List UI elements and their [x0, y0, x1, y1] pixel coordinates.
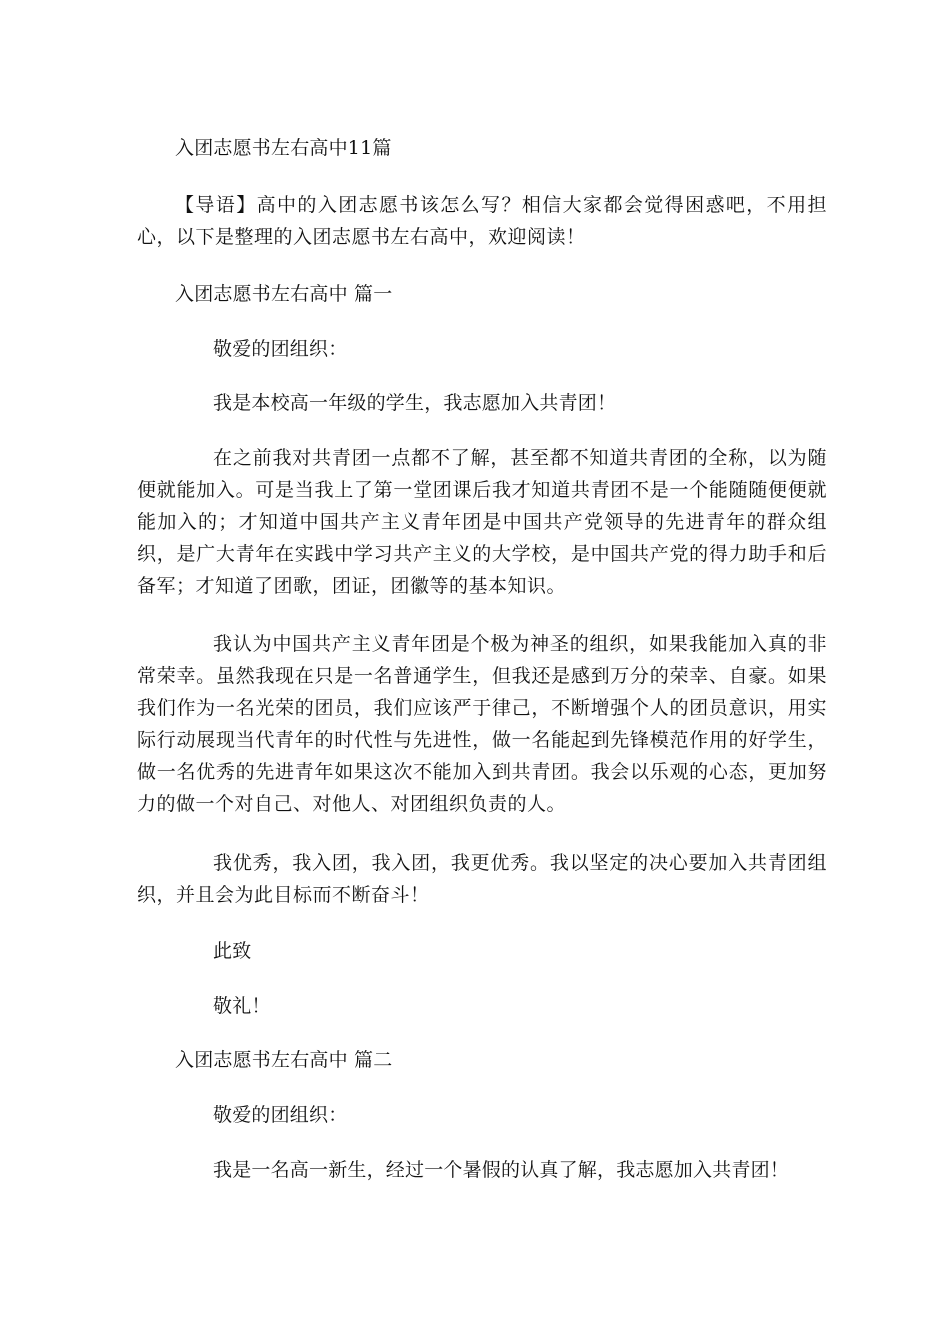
body-paragraph: 我是本校高一年级的学生，我志愿加入共青团！ [213, 392, 617, 414]
section-heading-1: 入团志愿书左右高中 篇一 [175, 283, 393, 305]
intro-paragraph: 【导语】高中的入团志愿书该怎么写？相信大家都会觉得困惑吧，不用担心，以下是整理的入团志愿书左右高中，欢迎阅读！ [137, 194, 827, 248]
body-paragraph: 我是一名高一新生，经过一个暑假的认真了解，我志愿加入共青团！ [213, 1159, 790, 1181]
salutation-2: 敬爱的团组织： [213, 1104, 348, 1126]
salutation-1: 敬爱的团组织： [213, 338, 348, 360]
body-paragraph: 我优秀，我入团，我入团，我更优秀。我以坚定的决心要加入共青团组织，并且会为此目标而不断奋斗！ [137, 852, 827, 906]
closing-line: 敬礼！ [213, 995, 271, 1017]
document-title: 入团志愿书左右高中11篇 [175, 137, 392, 159]
body-paragraph: 我认为中国共产主义青年团是个极为神圣的组织，如果我能加入真的非常荣幸。虽然我现在只是一名普通学生，但我还是感到万分的荣幸、自豪。如果我们作为一名光荣的团员，我们应该严于律己，不断增强个人的团员意识，用实际行动展现当代青年的时代性与先进性，做一名能起到先锋模范作用的好学生，做一名优秀的先进青年如果这次不能加入到共青团。我会以乐观的心态，更加努力的做一个对自己、对他人、对团组织负责的人。 [137, 633, 827, 815]
body-paragraph: 在之前我对共青团一点都不了解，甚至都不知道共青团的全称，以为随便就能加入。可是当我上了第一堂团课后我才知道共青团不是一个能随随便便就能加入的；才知道中国共产主义青年团是中国共产党领导的先进青年的群众组织，是广大青年在实践中学习共产主义的大学校，是中国共产党的得力助手和后备军；才知道了团歌，团证，团徽等的基本知识。 [137, 447, 827, 597]
section-heading-2: 入团志愿书左右高中 篇二 [175, 1049, 393, 1071]
closing-line: 此致 [213, 940, 252, 962]
